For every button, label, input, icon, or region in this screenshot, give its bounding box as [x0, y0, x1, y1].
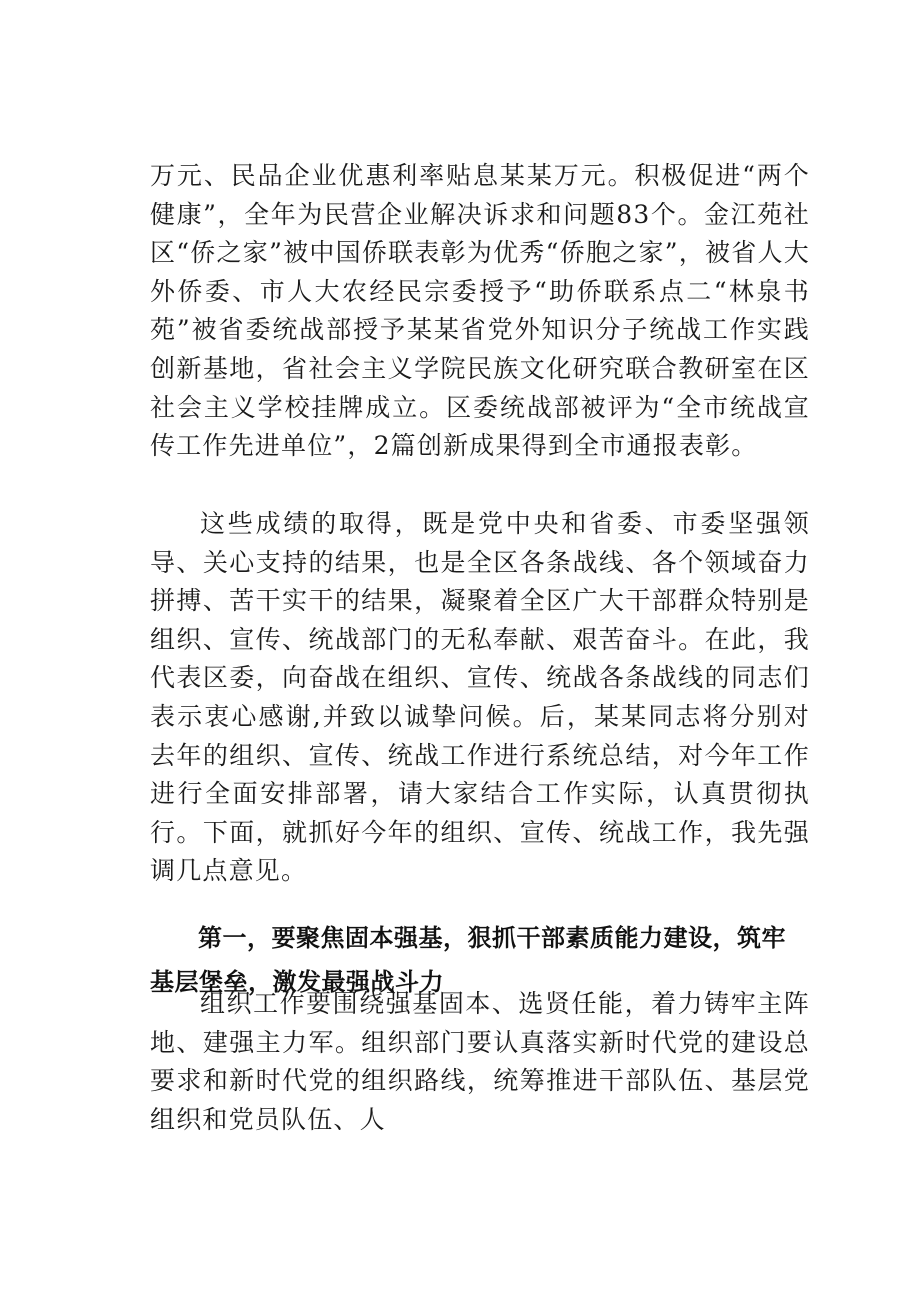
- paragraph-3: 组织工作要围绕强基固本、选贤任能，着力铸牢主阵地、建强主力军。组织部门要认真落实新时代党的建设总要求和新时代党的组织路线，统筹推进干部队伍、基层党组织和党员队伍、人: [150, 989, 810, 1134]
- paragraph-1: 万元、民品企业优惠利率贴息某某万元。积极促进“两个健康”，全年为民营企业解决诉求和问题83个。金江苑社区“侨之家”被中国侨联表彰为优秀“侨胞之家”，被省人大外侨委、市人大农经民宗委授予“助侨联系点二“林泉书苑”被省委统战部授予某某省党外知识分子统战工作实践创新基地，省社会主义学院民族文化研究联合教研室在区社会主义学校挂牌成立。区委统战部被评为“全市统战宣传工作先进单位”，2篇创新成果得到全市通报表彰。: [150, 161, 810, 461]
- paragraph-2: 这些成绩的取得，既是党中央和省委、市委坚强领导、关心支持的结果，也是全区各条战线、各个领域奋力拼搏、苦干实干的结果，凝聚着全区广大干部群众特别是组织、宣传、统战部门的无私奉献、艰苦奋斗。在此，我代表区委，向奋战在组织、宣传、统战各条战线的同志们表示衷心感谢,并致以诚挚问候。后，某某同志将分别对去年的组织、宣传、统战工作进行系统总结，对今年工作进行全面安排部署，请大家结合工作实际，认真贯彻执行。下面，就抓好今年的组织、宣传、统战工作，我先强调几点意见。: [150, 509, 810, 886]
- section-heading-1: 第一，要聚焦固本强基，狠抓干部素质能力建设，筑牢基层堡垒，激发最强战斗力: [150, 923, 786, 996]
